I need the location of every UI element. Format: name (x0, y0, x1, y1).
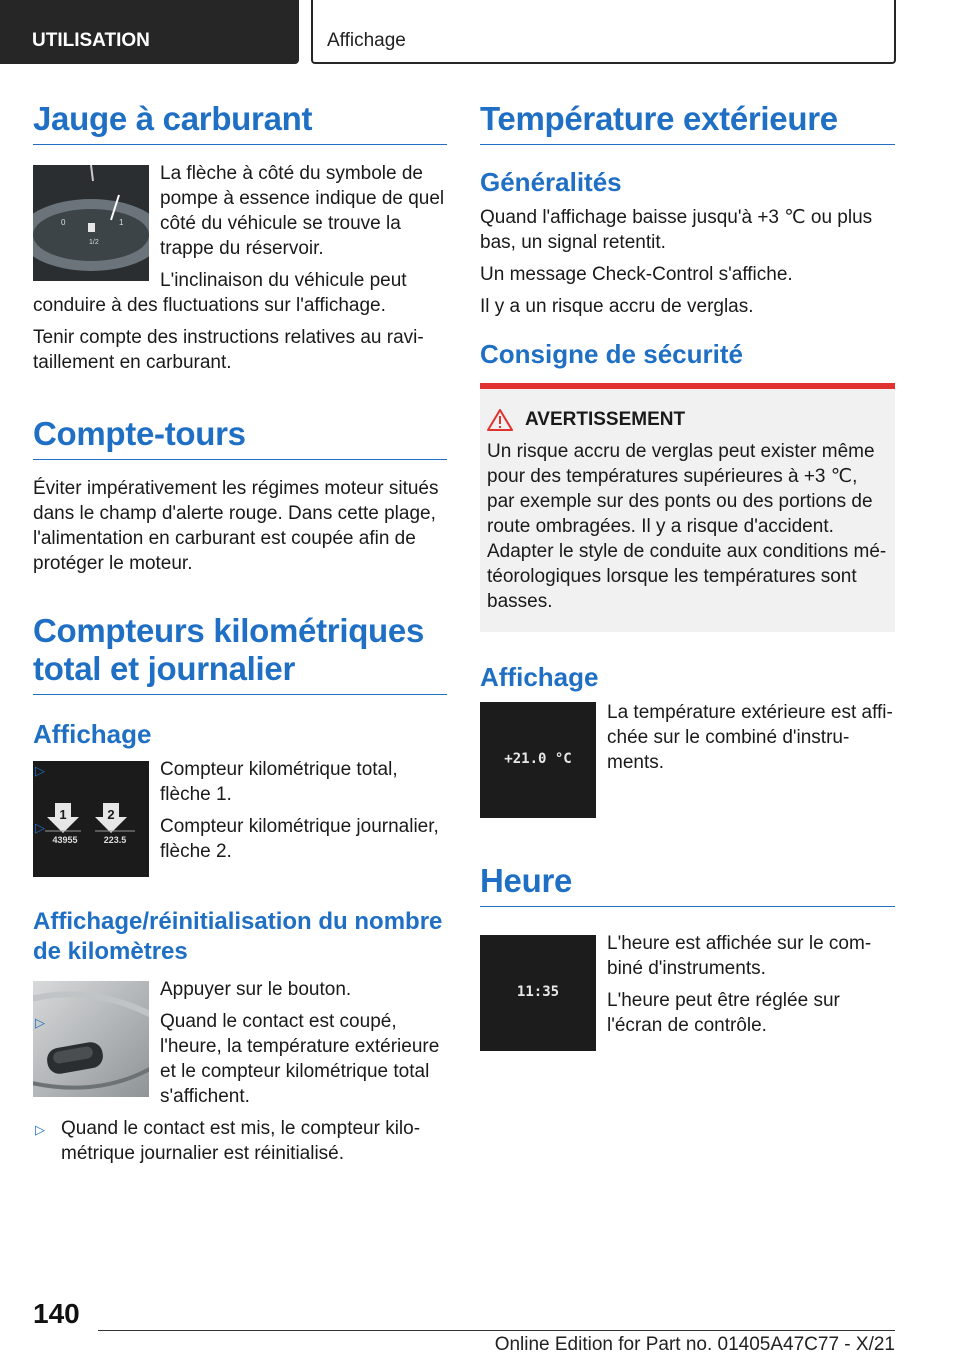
fuel-p3: Tenir compte des instructions relatives au ravitaillement en carburant. (33, 327, 424, 373)
list-item: ▷ Compteur kilométrique total, flèche 1. (35, 759, 398, 805)
time-display-value: 11:35 (516, 984, 560, 1000)
temp-display-image (480, 702, 596, 818)
reset-heading: Affichage/réinitialisation du nombre de kilomètres (33, 908, 443, 965)
tachometer-heading: Compte-tours (33, 415, 447, 460)
gauge-zero: 0 (61, 218, 66, 227)
fuel-gauge-image (33, 165, 149, 281)
warning-triangle-icon (487, 409, 513, 431)
warning-label: AVERTISSEMENT (525, 409, 686, 430)
safety-heading: Consigne de sécurité (480, 339, 743, 369)
reset-p: Appuyer sur le bouton. (160, 979, 352, 1000)
warning-header (487, 409, 889, 431)
time-p1: L'heure est affichée sur le combiné d'instruments. (607, 933, 872, 979)
list-item: ▷ Quand le contact est coupé, l'heure, la température extérieure et le compteur kilométrique total s'affichent. (35, 1011, 440, 1107)
right-column (480, 100, 895, 1057)
page-number: 140 (33, 1298, 80, 1329)
time-p2: L'heure peut être réglée sur l'écran de contrôle. (607, 990, 840, 1036)
reset-list (33, 1116, 447, 1166)
triangle-bullet-icon: ▷ (35, 1015, 45, 1030)
section-tab: UTILISATION (0, 0, 299, 64)
general-p3: Il y a un risque accru de verglas. (480, 296, 754, 317)
fuel-gauge-icon (33, 165, 149, 281)
time-heading: Heure (480, 862, 895, 907)
general-p1: Quand l'affichage baisse jusqu'à +3 ℃ ou plus bas, un signal retentit. (480, 207, 873, 253)
list-item: ▷ Compteur kilométrique journalier, flèche 2. (35, 816, 439, 862)
temp-display-heading: Affichage (480, 662, 599, 692)
odo-total-value: 43955 (52, 835, 78, 845)
fuel-p1: La flèche à côté du symbole de pompe à essence indique de quel côté du véhicule se trouve la trappe du réservoir. (160, 163, 445, 259)
tacho-p1: Éviter impérativement les régimes moteur situés dans le champ d'alerte rouge. Dans cette plage, l'alimentation en carburant est coupée afin de protéger le moteur. (33, 478, 439, 574)
arrow-2-label: 2 (107, 807, 115, 822)
top-bar (0, 0, 960, 66)
odometer-heading: Compteurs kilométriques total et journalier (33, 612, 447, 695)
edition-text: Online Edition for Part no. 01405A47C77 - X/21 (494, 1334, 895, 1355)
triangle-bullet-icon: ▷ (35, 1122, 45, 1137)
triangle-bullet-icon: ▷ (35, 763, 45, 778)
fuel-p2: L'inclinaison du véhicule peut conduire à des fluctuations sur l'affichage. (33, 270, 407, 316)
list-item: ▷ Quand le contact est mis, le compteur kilométrique journalier est réinitialisé. (35, 1118, 421, 1164)
reset-sub-list (33, 1009, 447, 1109)
odometer-display-heading: Affichage (33, 719, 152, 749)
odo-trip-value: 223.5 (103, 835, 127, 845)
outside-temp-heading: Température extérieure (480, 100, 895, 145)
time-display-image (480, 935, 596, 1051)
arrow-1-label: 1 (59, 807, 67, 822)
left-column (33, 100, 447, 1173)
footer-divider (98, 1330, 895, 1331)
warning-box (480, 383, 895, 632)
temp-display-p: La température extérieure est affichée sur le combiné d'instruments. (607, 702, 893, 773)
general-heading: Généralités (480, 167, 622, 197)
chapter-tab: Affichage (311, 0, 896, 64)
gauge-one: 1 (119, 218, 124, 227)
general-p2: Un message Check-Control s'affiche. (480, 264, 793, 285)
triangle-bullet-icon: ▷ (35, 820, 45, 835)
temp-display-value: +21.0 °C (504, 751, 572, 767)
fuel-gauge-heading: Jauge à carburant (33, 100, 447, 145)
warning-text: Un risque accru de verglas peut exister même pour des températures supérieures à +3 ℃, par exemple sur des ponts ou des portions de route ombragées. Il y a risque d'accident. Adapter le style de conduite aux conditions météorologiques lorsque les températures sont basses. (487, 441, 887, 612)
gauge-half: 1/2 (89, 239, 99, 246)
